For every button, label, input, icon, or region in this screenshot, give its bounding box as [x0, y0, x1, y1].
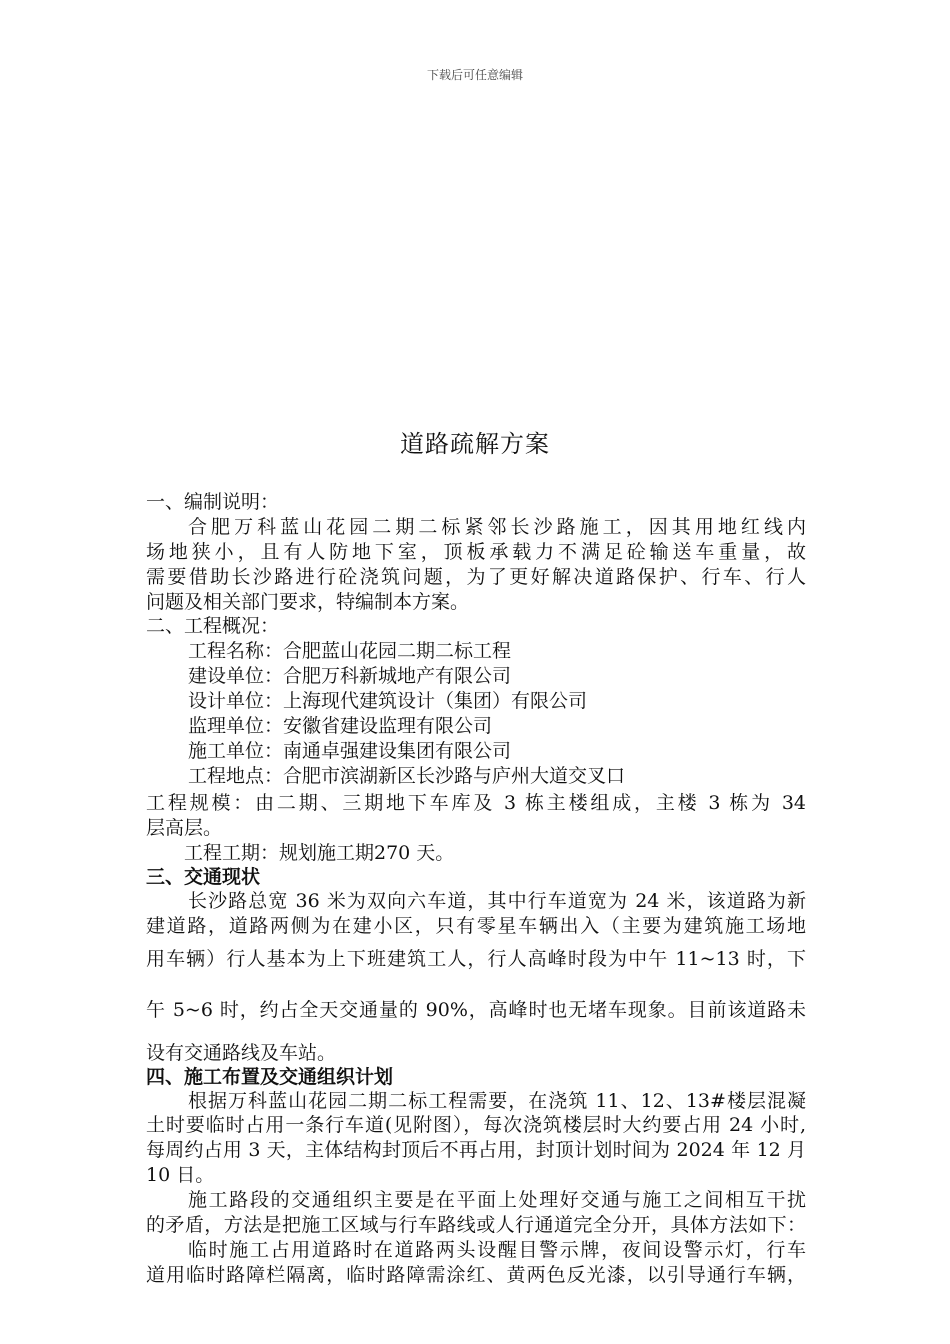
paragraph-line: 建道路，道路两侧为在建小区，只有零星车辆出入（主要为建筑施工场地	[146, 915, 806, 937]
paragraph-line: 用车辆）行人基本为上下班建筑工人，行人高峰时段为中午 11~13 时，下	[146, 948, 806, 970]
paragraph-line: 合肥万科蓝山花园二期二标紧邻长沙路施工，因其用地红线内	[188, 516, 806, 538]
page-header: 下载后可任意编辑	[426, 68, 523, 82]
paragraph-line: 需要借助长沙路进行砼浇筑问题，为了更好解决道路保护、行车、行人	[146, 566, 806, 588]
paragraph-line: 的矛盾，方法是把施工区域与行车路线或人行通道完全分开，具体方法如下：	[146, 1214, 806, 1236]
paragraph-line: 午 5~6 时，约占全天交通量的 90%，高峰时也无堵车现象。目前该道路未	[146, 999, 806, 1021]
paragraph-line: 施工路段的交通组织主要是在平面上处理好交通与施工之间相互干扰	[188, 1189, 806, 1211]
section-heading-4: 四、施工布置及交通组织计划	[146, 1066, 394, 1088]
supervisor-line: 监理单位：安徽省建设监理有限公司	[188, 715, 493, 737]
section-heading-1: 一、编制说明：	[146, 491, 280, 513]
builder-line: 建设单位：合肥万科新城地产有限公司	[188, 665, 512, 687]
paragraph-line: 土时要临时占用一条行车道(见附图），每次浇筑楼层时大约要占用 24 小时,	[146, 1114, 806, 1136]
paragraph-line: 根据万科蓝山花园二期二标工程需要，在浇筑 11、12、13#楼层混凝	[188, 1090, 806, 1112]
paragraph-line: 每周约占用 3 天，主体结构封顶后不再占用，封顶计划时间为 2024 年 12 月	[146, 1139, 806, 1161]
document-title: 道路疏解方案	[400, 430, 550, 458]
designer-line: 设计单位：上海现代建筑设计（集团）有限公司	[188, 690, 588, 712]
paragraph-line: 长沙路总宽 36 米为双向六车道，其中行车道宽为 24 米，该道路为新	[188, 890, 806, 912]
section-heading-3: 三、交通现状	[146, 866, 261, 888]
location-line: 工程地点：合肥市滨湖新区长沙路与庐州大道交叉口	[188, 765, 626, 787]
project-name-line: 工程名称：合肥蓝山花园二期二标工程	[188, 640, 512, 662]
paragraph-line: 场地狭小，且有人防地下室，顶板承载力不满足砼输送车重量，故	[146, 541, 806, 563]
contractor-line: 施工单位：南通卓强建设集团有限公司	[188, 740, 512, 762]
duration-line: 工程工期：规划施工期270 天。	[184, 842, 455, 864]
paragraph-line: 设有交通路线及车站。	[146, 1042, 337, 1064]
section-heading-2: 二、工程概况：	[146, 615, 280, 637]
paragraph-line: 临时施工占用道路时在道路两头设醒目警示牌，夜间设警示灯，行车	[188, 1239, 806, 1261]
paragraph-line: 10 日。	[146, 1164, 215, 1186]
scale-line: 工程规模：由二期、三期地下车库及 3 栋主楼组成，主楼 3 栋为 34	[146, 792, 806, 814]
paragraph-line: 问题及相关部门要求，特编制本方案。	[146, 591, 470, 613]
paragraph-line: 道用临时路障栏隔离，临时路障需涂红、黄两色反光漆，以引导通行车辆，	[146, 1264, 806, 1286]
scale-line-cont: 层高层。	[146, 817, 223, 839]
